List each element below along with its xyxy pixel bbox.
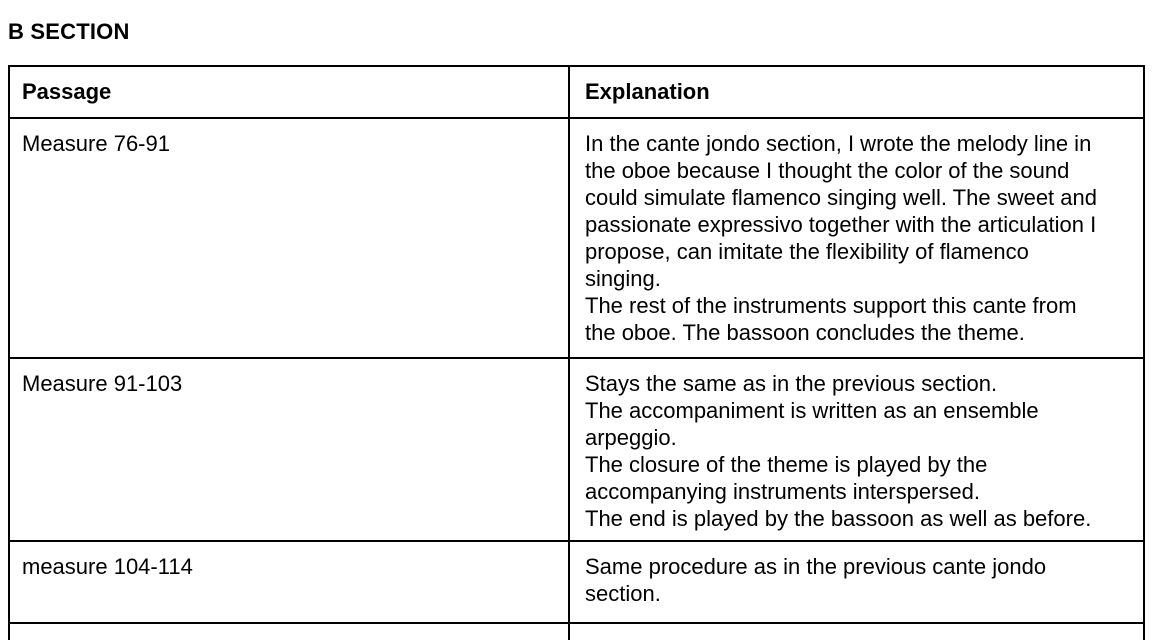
table-header-row: [9, 66, 1144, 118]
table-row: [9, 541, 1144, 623]
text-line: arpeggio.: [585, 425, 677, 450]
text-line: accompanying instruments interspersed.: [585, 479, 980, 504]
explanation-cell: [569, 623, 1144, 640]
explanation-cell: [569, 358, 1144, 541]
text-line: In the cante jondo section, I wrote the melody line in: [585, 131, 1092, 156]
text-line: the oboe because I thought the color of the sound: [585, 158, 1070, 183]
text-line: The rest of the instruments support this cante from: [585, 293, 1077, 318]
table-row-partial: [9, 623, 1144, 640]
text-line: propose, can imitate the flexibility of flamenco: [585, 239, 1029, 264]
column-header-passage: Passage: [9, 66, 569, 118]
column-header-explanation: Explanation: [569, 66, 1144, 118]
text-line: section.: [585, 581, 661, 606]
text-line: The accompaniment is written as an ensemble: [585, 398, 1039, 423]
passage-text: measure 104-114: [22, 554, 193, 579]
table-row: [9, 118, 1144, 358]
passage-cell: [9, 623, 569, 640]
passage-cell: [9, 118, 569, 358]
passage-text: Measure 91-103: [22, 371, 183, 396]
text-line: Stays the same as in the previous section.: [585, 371, 998, 396]
section-heading: B SECTION: [8, 19, 130, 44]
text-line: Same procedure as in the previous cante jondo: [585, 554, 1047, 579]
explanation-cell: [569, 118, 1144, 358]
explanation-cell: [569, 541, 1144, 623]
text-line: The end is played by the bassoon as well as before.: [585, 506, 1092, 531]
text-line: The closure of the theme is played by the: [585, 452, 988, 477]
text-line: passionate expressivo together with the articulation I: [585, 212, 1097, 237]
table-row: [9, 358, 1144, 541]
passage-table: [8, 65, 1145, 640]
passage-cell: [9, 541, 569, 623]
text-line: the oboe. The bassoon concludes the theme.: [585, 320, 1025, 345]
text-line: could simulate flamenco singing well. The sweet and: [585, 185, 1097, 210]
text-line: singing.: [585, 266, 661, 291]
passage-cell: [9, 358, 569, 541]
passage-text: Measure 76-91: [22, 131, 170, 156]
